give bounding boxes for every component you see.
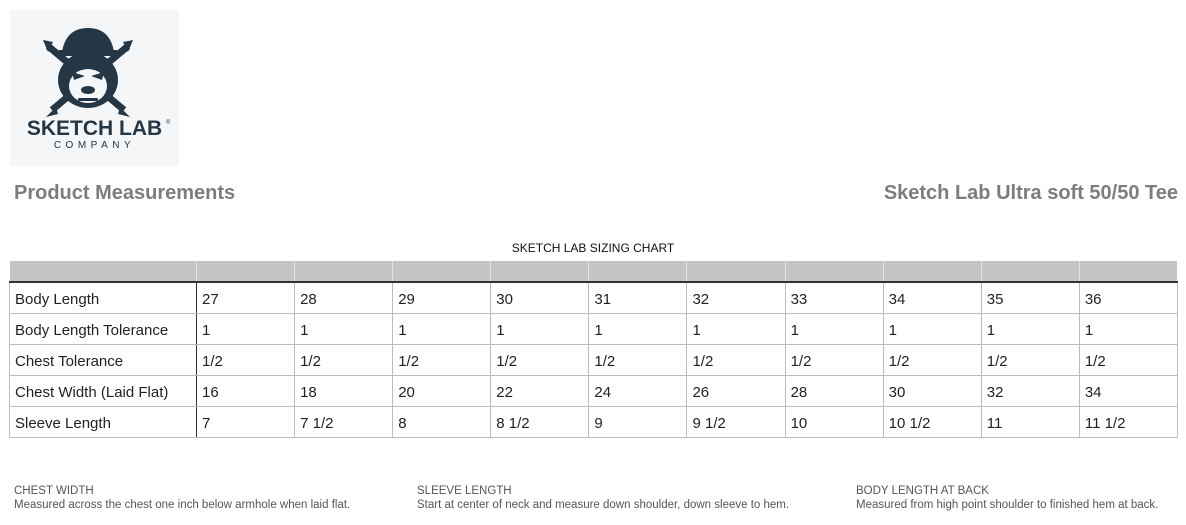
header-cell xyxy=(687,261,785,282)
sizing-table xyxy=(9,261,1178,438)
gorilla-pencils-icon xyxy=(10,10,179,166)
note-title: BODY LENGTH AT BACK xyxy=(856,485,989,497)
table-cell: 1/2 xyxy=(981,345,1079,376)
table-cell: 32 xyxy=(687,282,785,314)
sizing-chart-title: SKETCH LAB SIZING CHART xyxy=(511,241,675,255)
logo-wordmark: SKETCH LAB xyxy=(26,117,163,140)
table-row xyxy=(10,345,1178,376)
table-cell: 20 xyxy=(393,376,491,407)
table-cell: 1/2 xyxy=(1079,345,1177,376)
header-cell xyxy=(10,261,197,282)
table-cell: 28 xyxy=(295,282,393,314)
table-cell: 30 xyxy=(883,376,981,407)
header-cell xyxy=(393,261,491,282)
table-cell: 16 xyxy=(197,376,295,407)
table-cell: 1 xyxy=(393,314,491,345)
table-cell: 1/2 xyxy=(393,345,491,376)
table-cell: 26 xyxy=(687,376,785,407)
note-chest-width xyxy=(14,484,350,512)
table-cell: 11 xyxy=(981,407,1079,438)
header-cell xyxy=(981,261,1079,282)
header-cell xyxy=(883,261,981,282)
table-cell: 27 xyxy=(197,282,295,314)
table-cell: 1/2 xyxy=(589,345,687,376)
note-description: Start at center of neck and measure down shoulder, down sleeve to hem. xyxy=(417,499,790,511)
table-cell: 1/2 xyxy=(197,345,295,376)
table-cell: 24 xyxy=(589,376,687,407)
header-cell xyxy=(295,261,393,282)
page-title: Product Measurements xyxy=(14,182,236,204)
note-title: CHEST WIDTH xyxy=(14,485,94,497)
company-logo xyxy=(10,10,179,166)
table-cell: 29 xyxy=(393,282,491,314)
table-cell: 8 xyxy=(393,407,491,438)
table-cell: 1 xyxy=(785,314,883,345)
table-cell: 1 xyxy=(687,314,785,345)
table-cell: 9 1/2 xyxy=(687,407,785,438)
table-cell: 33 xyxy=(785,282,883,314)
table-cell: 1/2 xyxy=(295,345,393,376)
table-cell: 1 xyxy=(197,314,295,345)
table-cell: 30 xyxy=(491,282,589,314)
table-cell: 8 1/2 xyxy=(491,407,589,438)
table-cell: 1 xyxy=(295,314,393,345)
row-label-sleeve-length: Sleeve Length xyxy=(10,407,197,438)
table-cell: 1 xyxy=(589,314,687,345)
table-cell: 7 1/2 xyxy=(295,407,393,438)
table-row xyxy=(10,314,1178,345)
header-cell xyxy=(197,261,295,282)
table-cell: 1/2 xyxy=(785,345,883,376)
logo-registered-mark: ® xyxy=(166,120,171,126)
table-row xyxy=(10,282,1178,314)
product-name: Sketch Lab Ultra soft 50/50 Tee xyxy=(883,182,1178,204)
table-cell: 9 xyxy=(589,407,687,438)
table-cell: 34 xyxy=(883,282,981,314)
table-cell: 34 xyxy=(1079,376,1177,407)
table-cell: 28 xyxy=(785,376,883,407)
table-cell: 1 xyxy=(883,314,981,345)
row-label-chest-tolerance: Chest Tolerance xyxy=(10,345,197,376)
row-label-chest-width: Chest Width (Laid Flat) xyxy=(10,376,197,407)
logo-subtitle: COMPANY xyxy=(53,140,136,151)
note-description: Measured across the chest one inch below armhole when laid flat. xyxy=(14,499,351,511)
table-cell: 1/2 xyxy=(883,345,981,376)
table-cell: 1 xyxy=(1079,314,1177,345)
header-cell xyxy=(491,261,589,282)
row-label-body-length: Body Length xyxy=(10,282,197,314)
table-cell: 35 xyxy=(981,282,1079,314)
header-cell xyxy=(1079,261,1177,282)
table-cell: 1/2 xyxy=(687,345,785,376)
note-description: Measured from high point shoulder to finished hem at back. xyxy=(856,499,1159,511)
table-cell: 31 xyxy=(589,282,687,314)
table-cell: 7 xyxy=(197,407,295,438)
table-row xyxy=(10,376,1178,407)
table-cell: 32 xyxy=(981,376,1079,407)
table-cell: 1/2 xyxy=(491,345,589,376)
note-sleeve-length xyxy=(417,484,789,512)
row-label-body-length-tolerance: Body Length Tolerance xyxy=(10,314,197,345)
table-cell: 10 1/2 xyxy=(883,407,981,438)
table-cell: 18 xyxy=(295,376,393,407)
table-cell: 1 xyxy=(491,314,589,345)
table-header-row xyxy=(10,261,1178,282)
table-cell: 36 xyxy=(1079,282,1177,314)
table-cell: 22 xyxy=(491,376,589,407)
table-cell: 1 xyxy=(981,314,1079,345)
table-cell: 10 xyxy=(785,407,883,438)
header-cell xyxy=(589,261,687,282)
table-cell: 11 1/2 xyxy=(1079,407,1177,438)
note-title: SLEEVE LENGTH xyxy=(417,485,512,497)
table-row xyxy=(10,407,1178,438)
header-cell xyxy=(785,261,883,282)
note-body-length-at-back xyxy=(856,484,1158,512)
